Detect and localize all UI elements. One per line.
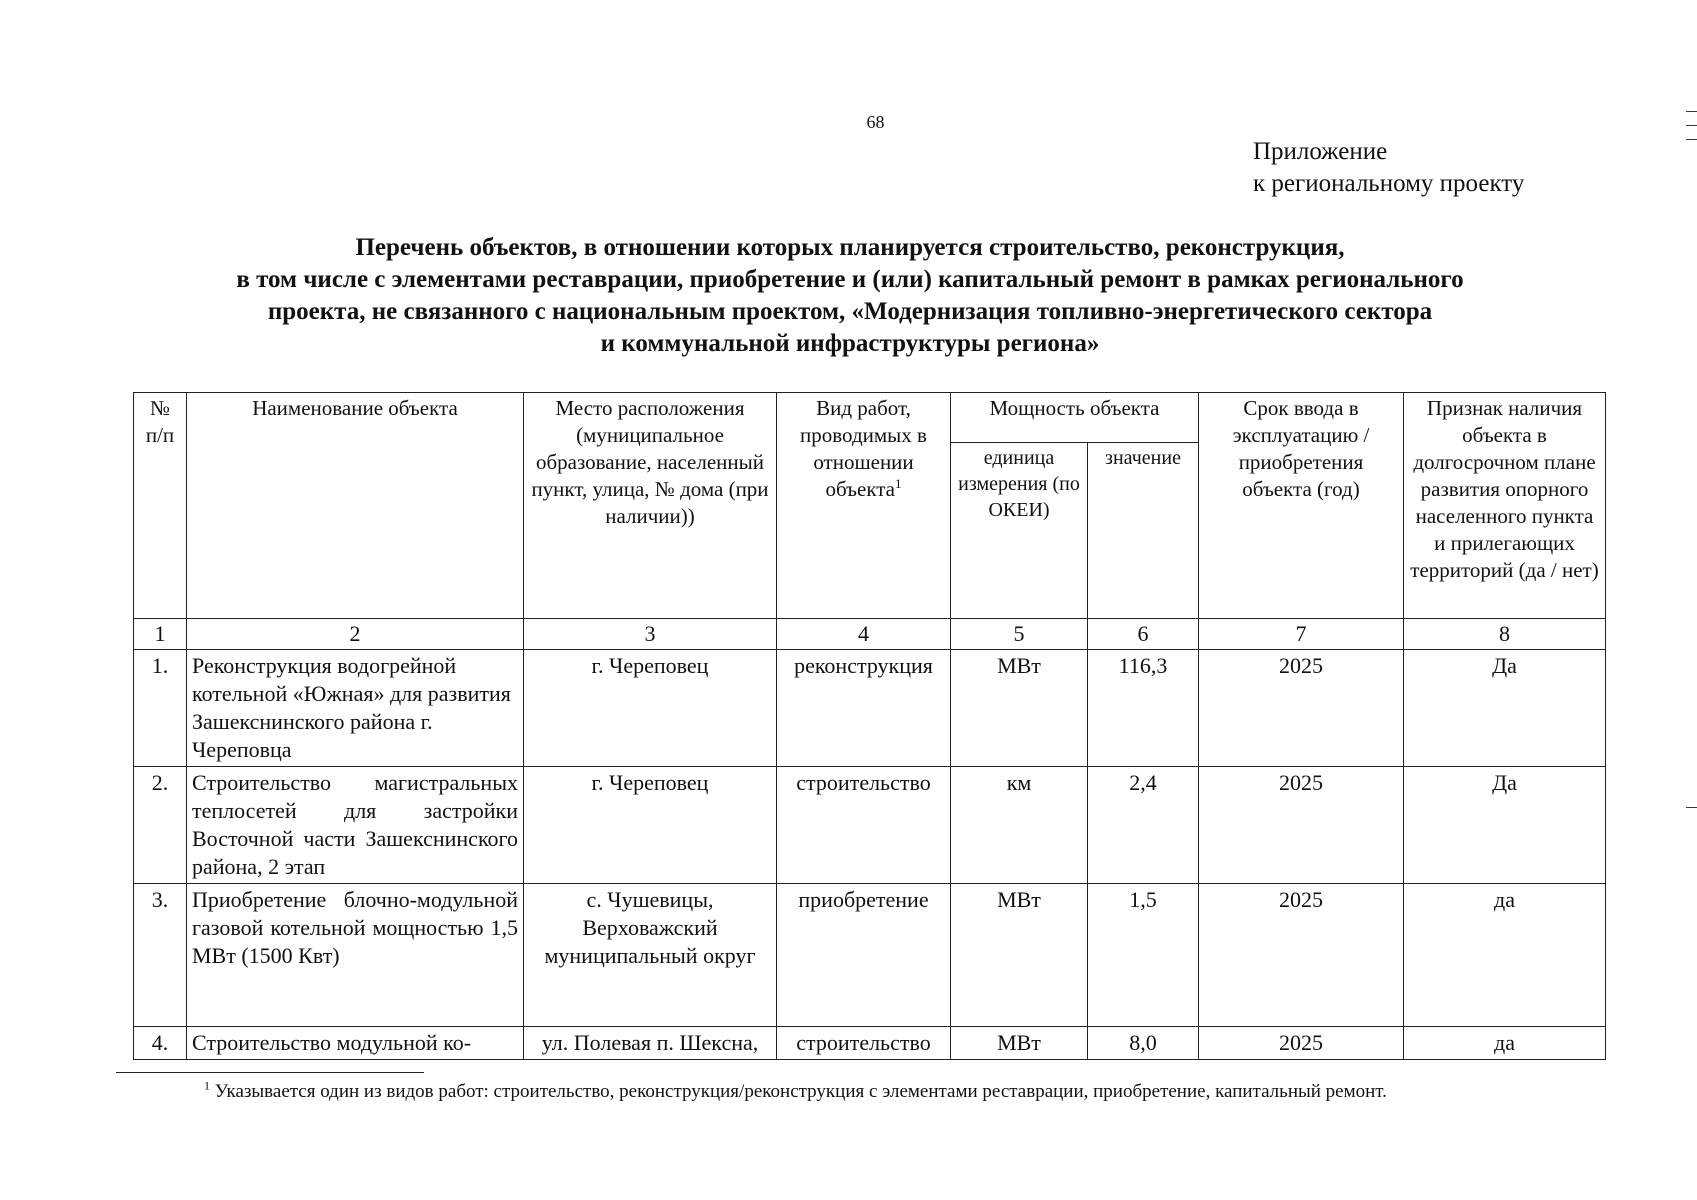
column-number: 1 [134, 619, 187, 650]
row-flag: да [1404, 884, 1606, 1027]
row-value: 8,0 [1088, 1027, 1199, 1060]
row-unit: км [951, 767, 1088, 884]
row-value: 2,4 [1088, 767, 1199, 884]
column-number: 3 [524, 619, 777, 650]
scan-edge-mark [1686, 139, 1697, 140]
column-number: 5 [951, 619, 1088, 650]
row-flag: Да [1404, 767, 1606, 884]
footnote-text: Указывается один из видов работ: строительство, реконструкция/реконструкция с элементами реставрации, приобретение, капитальный ремонт. [214, 1081, 1387, 1102]
document-title [100, 232, 1600, 360]
row-year: 2025 [1199, 1027, 1404, 1060]
row-work-type: реконструкция [777, 650, 951, 767]
footnote-ref: 1 [895, 476, 902, 491]
header-work-type [777, 393, 951, 619]
annex-label [1253, 136, 1524, 200]
row-value: 116,3 [1088, 650, 1199, 767]
row-unit: МВт [951, 650, 1088, 767]
row-unit: МВт [951, 1027, 1088, 1060]
header-value: значение [1088, 443, 1199, 619]
header-deadline: Срок ввода в эксплуатацию /приобретения объекта (год) [1199, 393, 1404, 619]
column-number: 8 [1404, 619, 1606, 650]
title-line-3: проекта, не связанного с национальным проектом, «Модернизация топливно-энергетического сектора [267, 298, 1433, 325]
footnote-mark: 1 [204, 1078, 210, 1093]
row-flag: да [1404, 1027, 1606, 1060]
column-number-row [134, 619, 1606, 650]
objects-table [133, 392, 1606, 1060]
table-row [134, 884, 1606, 1027]
row-num: 3. [134, 884, 187, 1027]
title-line-1: Перечень объектов, в отношении которых планируется строительство, реконструкция, [355, 234, 1345, 261]
row-location: ул. Полевая п. Шексна, [524, 1027, 777, 1060]
header-num: № п/п [134, 393, 187, 619]
scan-edge-mark [1686, 125, 1697, 126]
header-plan-flag: Признак наличия объекта в долгосрочном плане развития опорного населенного пункта и прилегающих территорий (да / нет) [1404, 393, 1606, 619]
row-num: 1. [134, 650, 187, 767]
column-number: 4 [777, 619, 951, 650]
column-number: 7 [1199, 619, 1404, 650]
row-num: 4. [134, 1027, 187, 1060]
header-location: Место расположения (муниципальное образование, населенный пункт, улица, № дома (при наличии)) [524, 393, 777, 619]
row-location: с. Чушевицы, Верховажский муниципальный округ [524, 884, 777, 1027]
row-year: 2025 [1199, 884, 1404, 1027]
row-num: 2. [134, 767, 187, 884]
row-location: г. Череповец [524, 650, 777, 767]
row-unit: МВт [951, 884, 1088, 1027]
header-capacity: Мощность объекта [951, 393, 1199, 443]
table-row [134, 1027, 1606, 1060]
page-number: 68 [866, 112, 885, 132]
footnote [204, 1080, 1387, 1104]
header-name: Наименование объекта [187, 393, 524, 619]
header-work-type-text: Вид работ, проводимых в отношении объекта [800, 396, 927, 501]
footnote-divider [116, 1072, 424, 1073]
column-number: 2 [187, 619, 524, 650]
row-year: 2025 [1199, 767, 1404, 884]
table-row [134, 767, 1606, 884]
row-work-type: приобретение [777, 884, 951, 1027]
title-line-4: и коммунальной инфраструктуры региона» [600, 330, 1100, 357]
table-row [134, 650, 1606, 767]
scan-edge-mark [1686, 111, 1697, 112]
row-work-type: строительство [777, 767, 951, 884]
row-work-type: строительство [777, 1027, 951, 1060]
row-name: Строительство магистральных теплосетей для застройки Восточной части Зашекснинского района, 2 этап [187, 767, 524, 884]
annex-line-1: Приложение [1253, 138, 1388, 165]
column-number: 6 [1088, 619, 1199, 650]
header-unit: единица измерения (по ОКЕИ) [951, 443, 1088, 619]
row-year: 2025 [1199, 650, 1404, 767]
row-name: Реконструкция водогрейной котельной «Южная» для развития Зашекснинского района г. Череповца [187, 650, 524, 767]
row-name: Приобретение блочно-модульной газовой котельной мощностью 1,5 МВт (1500 Квт) [187, 884, 524, 1027]
title-line-2: в том числе с элементами реставрации, приобретение и (или) капитальный ремонт в рамках регионального [236, 266, 1464, 293]
row-location: г. Череповец [524, 767, 777, 884]
scan-edge-mark [1686, 807, 1697, 808]
row-name: Строительство модульной ко- [187, 1027, 524, 1060]
row-flag: Да [1404, 650, 1606, 767]
row-value: 1,5 [1088, 884, 1199, 1027]
annex-line-2: к региональному проекту [1253, 170, 1525, 197]
